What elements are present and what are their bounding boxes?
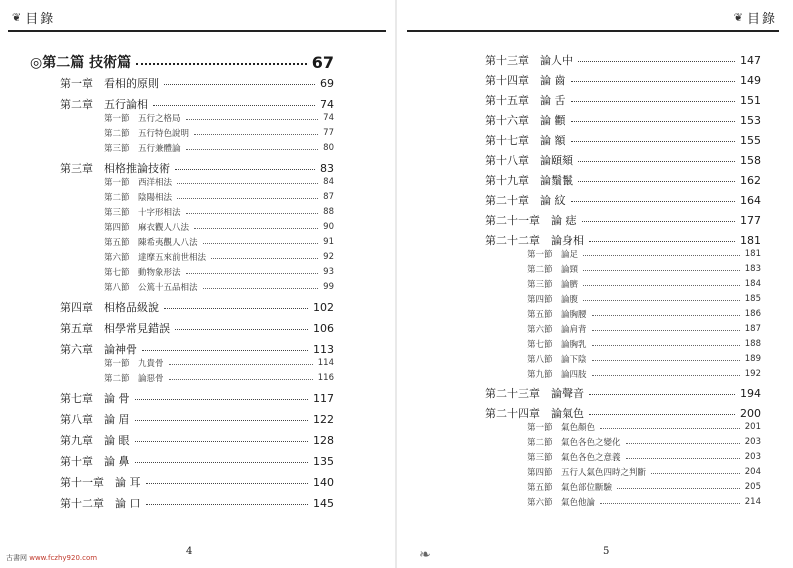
toc-section-entry[interactable] [527,307,761,320]
toc-entry-title: 第一節 西洋相法 [104,177,173,188]
dot-leader [194,127,318,135]
dot-leader [194,221,318,229]
toc-entry-title: 第三節 五行兼體論 [104,143,181,154]
toc-chapter-entry[interactable] [60,474,334,490]
toc-page-number: 83 [320,161,334,175]
dot-leader [583,248,740,256]
toc-page-number: 151 [740,93,761,107]
dot-leader [146,495,309,505]
toc-page-number: 181 [744,248,761,259]
dot-leader [186,206,319,214]
toc-entry-title: 第四章 相格品級說 [60,301,159,314]
dot-leader [135,432,309,442]
toc-section-entry[interactable] [527,465,761,478]
toc-page-number: 99 [323,281,334,292]
toc-page-number: 77 [323,127,334,138]
dot-leader [203,281,319,289]
toc-page-number: 87 [323,191,334,202]
dot-leader [136,54,307,65]
toc-page-number: 149 [740,73,761,87]
toc-entry-title: 第四節 論腹 [527,294,579,305]
toc-page-number: 203 [744,451,761,462]
left-page [0,0,396,568]
dot-leader [571,92,736,102]
toc-page-number: 158 [740,153,761,167]
toc-entry-title: 第十六章 論 顴 [485,114,566,127]
toc-entry-title: 第二十三章 論聲音 [485,387,584,400]
toc-chapter-entry[interactable] [485,72,761,88]
toc-section-entry[interactable] [104,235,334,248]
toc-chapter-entry[interactable] [485,92,761,108]
toc-page-number: 74 [323,112,334,123]
toc-entry-title: 第七節 動物象形法 [104,267,181,278]
toc-entry-title: 第三節 十字形相法 [104,207,181,218]
dot-leader [578,152,735,162]
dot-leader [578,172,735,182]
dot-leader [135,453,309,463]
toc-section-entry[interactable] [104,265,334,278]
dot-leader [592,338,740,346]
toc-page-number: 117 [313,391,334,405]
toc-page-number: 116 [317,372,334,383]
toc-page-number: 183 [744,263,761,274]
toc-entry-title: 第二節 論頸 [527,264,579,275]
toc-page-number: 102 [313,300,334,314]
toc-section-entry[interactable] [527,450,761,463]
dot-leader [592,323,740,331]
toc-entry-title: 第二十四章 論氣色 [485,407,584,420]
dot-leader [582,212,736,222]
part-page-number: 67 [311,52,334,72]
dot-leader [651,466,740,474]
toc-section-entry[interactable] [527,247,761,260]
toc-page-number: 205 [744,481,761,492]
toc-entry-title: 第一章 看相的原則 [60,77,159,90]
ornament-icon: ❦ [733,11,745,24]
toc-chapter-entry[interactable] [60,320,334,336]
header-title: 目錄 [25,12,56,27]
toc-page-number: 113 [313,342,334,356]
dot-leader [211,251,318,259]
toc-section-entry[interactable] [527,292,761,305]
toc-page-number: 92 [323,251,334,262]
toc-page-number: 128 [313,433,334,447]
dot-leader [186,266,319,274]
toc-chapter-entry[interactable] [60,432,334,448]
dot-leader [571,112,736,122]
toc-chapter-entry[interactable] [60,96,334,112]
dot-leader [589,232,735,242]
toc-chapter-entry[interactable] [60,75,334,91]
toc-page-number: 189 [744,353,761,364]
dot-leader [175,320,308,330]
toc-entry-title: 第六節 達摩五來前世相法 [104,252,207,263]
toc-section-entry[interactable] [104,250,334,263]
dot-leader [186,112,319,120]
toc-section-entry[interactable] [104,356,334,369]
toc-entry-title: 第六節 論肩背 [527,324,587,335]
toc-entry-title: 第五節 陳希夷觀人八法 [104,237,198,248]
toc-page-number: 187 [744,323,761,334]
toc-chapter-entry[interactable] [485,112,761,128]
toc-entry-title: 第二節 論惡骨 [104,373,164,384]
toc-section-entry[interactable] [104,371,334,384]
toc-chapter-entry[interactable] [485,232,761,248]
toc-section-entry[interactable] [527,262,761,275]
toc-chapter-entry[interactable] [485,192,761,208]
toc-entry-title: 第二十章 論 紋 [485,194,566,207]
toc-page-number: 74 [320,97,334,111]
toc-page-number: 186 [744,308,761,319]
toc-page-number: 181 [740,233,761,247]
dot-leader [164,299,308,309]
dot-leader [589,405,735,415]
toc-page-number: 80 [323,142,334,153]
toc-entry-title: 第一節 五行之格局 [104,113,181,124]
toc-section-entry[interactable] [104,141,334,154]
dot-leader [164,75,315,85]
toc-section-entry[interactable] [104,190,334,203]
toc-entry-title: 第三節 氣色各色之意義 [527,452,621,463]
dot-leader [626,436,740,444]
dot-leader [203,236,319,244]
toc-entry-title: 第三節 論臍 [527,279,579,290]
toc-page-number: 155 [740,133,761,147]
left-page-header [12,8,55,27]
toc-page-number: 140 [313,475,334,489]
toc-entry-title: 第十八章 論頤頦 [485,154,573,167]
toc-page-number: 203 [744,436,761,447]
toc-page-number: 145 [313,496,334,510]
toc-page-number: 162 [740,173,761,187]
site-prefix: 古書网 [6,554,27,562]
dot-leader [571,132,736,142]
toc-page-number: 201 [744,421,761,432]
dot-leader [177,176,318,184]
toc-section-entry[interactable] [527,420,761,433]
toc-entry-title: 第十二章 論 口 [60,497,141,510]
dot-leader [583,263,740,271]
toc-chapter-entry[interactable] [60,341,334,357]
dot-leader [135,411,309,421]
toc-section-entry[interactable] [104,175,334,188]
dot-leader [142,341,308,351]
toc-page-number: 84 [323,176,334,187]
toc-page-number: 90 [323,221,334,232]
toc-page-number: 185 [744,293,761,304]
toc-page-number: 200 [740,406,761,420]
toc-entry-title: 第十一章 論 耳 [60,476,141,489]
toc-entry-title: 第一節 九貴骨 [104,358,164,369]
left-page-number: 4 [186,546,193,557]
dot-leader [583,278,740,286]
toc-chapter-entry[interactable] [60,495,334,511]
header-rule [8,30,386,32]
toc-page-number: 194 [740,386,761,400]
toc-entry-title: 第二十二章 論身相 [485,234,584,247]
toc-entry-title: 第一節 論足 [527,249,579,260]
toc-entry-title: 第十五章 論 舌 [485,94,566,107]
header-title: 目錄 [746,12,777,27]
dot-leader [592,353,740,361]
toc-entry-title: 第四節 麻衣觀人八法 [104,222,190,233]
dot-leader [589,385,735,395]
toc-page-number: 91 [323,236,334,247]
ornament-icon: ❦ [12,11,24,24]
part-title: ◎第二篇 技術篇 [30,55,132,71]
toc-entry-title: 第九節 論四肢 [527,369,587,380]
toc-entry-title: 第八節 公篤十五品相法 [104,282,198,293]
dot-leader [153,96,315,106]
toc-page-number: 106 [313,321,334,335]
dot-leader [571,72,736,82]
toc-page-number: 69 [320,76,334,90]
toc-section-entry[interactable] [527,495,761,508]
toc-page-number: 214 [744,496,761,507]
toc-section-entry[interactable] [527,322,761,335]
dot-leader [186,142,319,150]
toc-page-number: 204 [744,466,761,477]
toc-entry-title: 第二節 五行特色說明 [104,128,190,139]
toc-entry-title: 第五節 氣色部位斷驗 [527,482,613,493]
dot-leader [592,308,740,316]
toc-page-number: 153 [740,113,761,127]
toc-page-number: 184 [744,278,761,289]
toc-chapter-entry[interactable] [485,152,761,168]
toc-chapter-entry[interactable] [485,385,761,401]
toc-chapter-entry[interactable] [485,52,761,68]
dot-leader [626,451,740,459]
toc-page-number: 177 [740,213,761,227]
toc-entry-title: 第二節 氣色各色之變化 [527,437,621,448]
toc-section-entry[interactable] [104,220,334,233]
header-rule [407,30,779,32]
toc-entry-title: 第八節 論下陰 [527,354,587,365]
toc-entry-title: 第一節 氣色顏色 [527,422,596,433]
right-page-number: 5 [603,546,610,557]
toc-entry-title: 第十三章 論人中 [485,54,573,67]
toc-entry-title: 第九章 論 眼 [60,434,130,447]
toc-entry-title: 第二十一章 論 痣 [485,214,577,227]
toc-chapter-entry[interactable] [485,132,761,148]
toc-page-number: 164 [740,193,761,207]
dot-leader [146,474,309,484]
toc-page-number: 122 [313,412,334,426]
dot-leader [177,191,318,199]
toc-section-entry[interactable] [104,205,334,218]
toc-entry-title: 第六章 論神骨 [60,343,137,356]
dot-leader [600,496,740,504]
dot-leader [578,52,735,62]
toc-section-entry[interactable] [104,280,334,293]
toc-chapter-entry[interactable] [60,160,334,176]
toc-section-entry[interactable] [527,367,761,380]
toc-section-entry[interactable] [527,337,761,350]
site-watermark [6,553,97,563]
toc-entry-title: 第三章 相格推論技術 [60,162,170,175]
right-page [397,0,793,568]
dot-leader [571,192,736,202]
dot-leader [617,481,740,489]
flourish-ornament-icon: ❧ [419,547,431,563]
toc-entry-title: 第五章 相學常見錯誤 [60,322,170,335]
toc-section-entry[interactable] [104,126,334,139]
toc-chapter-entry[interactable] [485,212,761,228]
right-page-header [734,8,777,27]
toc-entry-title: 第六節 氣色他論 [527,497,596,508]
toc-entry-title: 第二節 陰陽相法 [104,192,173,203]
dot-leader [169,372,313,380]
toc-section-entry[interactable] [527,277,761,290]
toc-entry-title: 第七節 論胸乳 [527,339,587,350]
toc-entry-title: 第八章 論 眉 [60,413,130,426]
toc-section-entry[interactable] [527,480,761,493]
toc-entry-title: 第五節 論胸腰 [527,309,587,320]
site-url: www.fczhy920.com [29,554,98,562]
toc-chapter-entry[interactable] [485,172,761,188]
dot-leader [592,368,740,376]
toc-part-heading[interactable] [30,52,334,72]
toc-entry-title: 第十四章 論 齒 [485,74,566,87]
toc-entry-title: 第十章 論 鼻 [60,455,130,468]
toc-section-entry[interactable] [527,352,761,365]
toc-page-number: 147 [740,53,761,67]
dot-leader [600,421,740,429]
toc-page-number: 188 [744,338,761,349]
toc-chapter-entry[interactable] [60,453,334,469]
dot-leader [583,293,740,301]
toc-page-number: 192 [744,368,761,379]
toc-section-entry[interactable] [104,111,334,124]
toc-entry-title: 第十九章 論鬚鬣 [485,174,573,187]
toc-page-number: 88 [323,206,334,217]
toc-page-number: 135 [313,454,334,468]
dot-leader [169,357,313,365]
toc-chapter-entry[interactable] [485,405,761,421]
toc-chapter-entry[interactable] [60,299,334,315]
toc-entry-title: 第四節 五行人氣色四時之判斷 [527,467,647,478]
toc-chapter-entry[interactable] [60,390,334,406]
toc-entry-title: 第二章 五行論相 [60,98,148,111]
toc-page-number: 114 [317,357,334,368]
toc-chapter-entry[interactable] [60,411,334,427]
dot-leader [175,160,315,170]
toc-entry-title: 第十七章 論 額 [485,134,566,147]
toc-entry-title: 第七章 論 骨 [60,392,130,405]
toc-section-entry[interactable] [527,435,761,448]
dot-leader [135,390,309,400]
toc-page-number: 93 [323,266,334,277]
